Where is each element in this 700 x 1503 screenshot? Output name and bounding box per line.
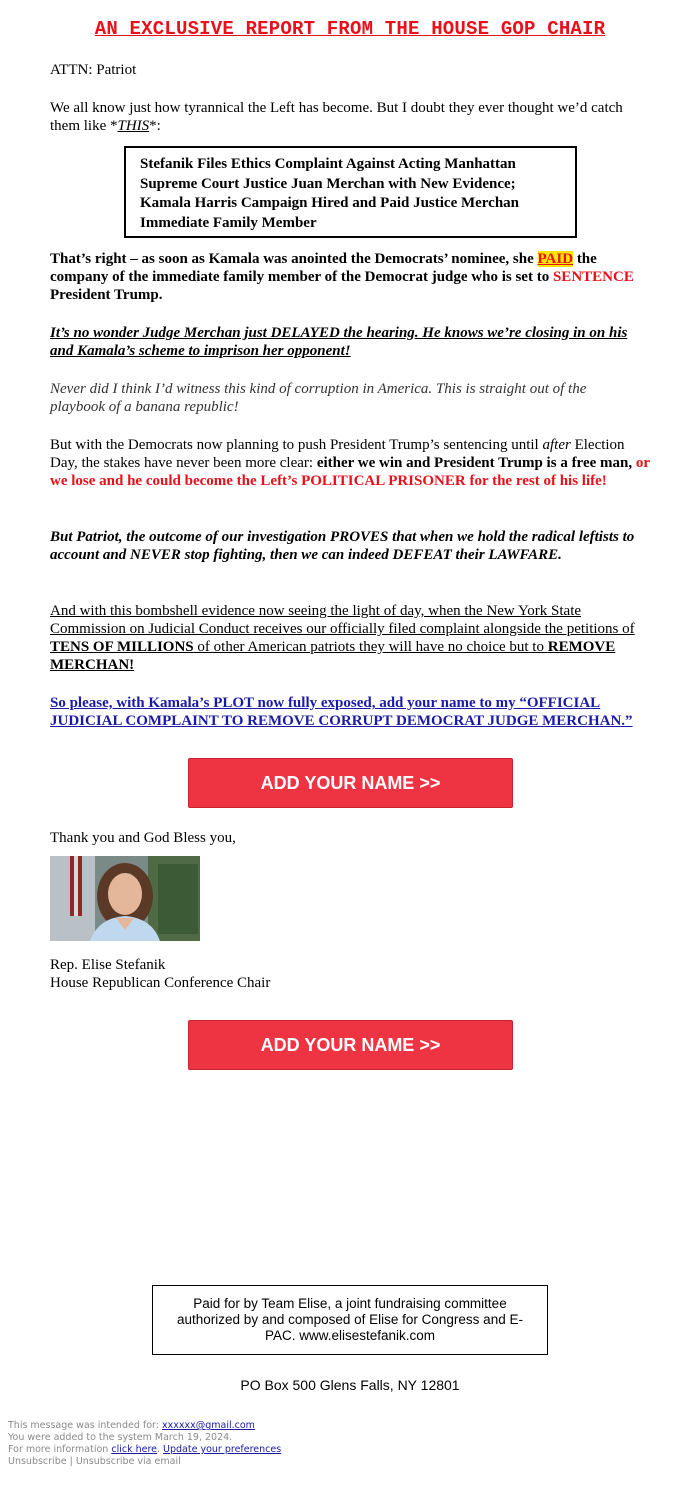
unsubscribe-separator: |	[66, 1456, 76, 1467]
para6-b: of other American patriots they will have no choice but to	[193, 639, 548, 655]
recipient-email-link[interactable]: xxxxxx@gmail.com	[162, 1420, 255, 1431]
para4-b: Election Day, the stakes have never been more clear:	[50, 437, 625, 471]
paragraph-bombshell	[50, 602, 650, 674]
unsubscribe-email-link[interactable]: Unsubscribe via email	[75, 1456, 181, 1467]
unsubscribe-line	[8, 1456, 281, 1468]
mailing-address: PO Box 500 Glens Falls, NY 12801	[240, 1377, 460, 1393]
paragraph-stakes	[50, 436, 650, 490]
more-info-label: For more information	[8, 1444, 112, 1455]
more-info-line	[8, 1444, 281, 1456]
intro-emph-word: THIS	[117, 118, 150, 134]
greeting: ATTN: Patriot	[50, 62, 137, 78]
official-complaint-link[interactable]: So please, with Kamala’s PLOT now fully exposed, add your name to my “OFFICIAL JUDICIAL COMPLAINT TO REMOVE CORRUPT DEMOCRAT JUDGE MERCHAN.”	[50, 695, 633, 729]
report-header: AN EXCLUSIVE REPORT FROM THE HOUSE GOP CHAIR	[94, 18, 606, 40]
email-footer	[8, 1420, 281, 1468]
para4-after: after	[542, 437, 571, 453]
intended-label: This message was intended for:	[8, 1420, 162, 1431]
unsubscribe-link[interactable]: Unsubscribe	[8, 1456, 67, 1467]
intro-text: We all know just how tyrannical the Left has become. But I doubt they ever thought we’d catch them like	[50, 100, 623, 134]
para1-c: President Trump.	[50, 287, 163, 303]
intended-line	[8, 1420, 281, 1432]
add-your-name-button[interactable]: ADD YOUR NAME >>	[188, 758, 513, 808]
tens-of-millions: TENS OF MILLIONS	[50, 639, 194, 655]
paid-highlight: PAID	[537, 251, 574, 267]
paragraph-investigation: But Patriot, the outcome of our investigation PROVES that when we hold the radical leftists to account and NEVER stop fighting, then we can indeed DEFEAT their LAWFARE.	[50, 529, 635, 563]
intro-paragraph	[50, 99, 640, 135]
para4-a: But with the Democrats now planning to push President Trump’s sentencing until	[50, 437, 543, 453]
added-line: You were added to the system March 19, 2024.	[8, 1432, 233, 1443]
paragraph-delayed: It’s no wonder Judge Merchan just DELAYED the hearing. He knows we’re closing in on his and Kamala’s scheme to imprison her opponent!	[50, 325, 628, 359]
para6-a: And with this bombshell evidence now seeing the light of day, when the New York State Commission on Judicial Conduct receives our officially filed complaint alongside the petitions of	[50, 603, 635, 637]
update-preferences-link[interactable]: Update your preferences	[163, 1444, 282, 1455]
remove-merchan: REMOVE MERCHAN!	[50, 639, 616, 673]
sentence-word: SENTENCE	[552, 269, 634, 285]
political-prisoner-text: or we lose and he could become the Left’s POLITICAL PRISONER for the rest of his life!	[50, 455, 650, 489]
portrait-photo	[50, 856, 200, 941]
signature-role: House Republican Conference Chair	[50, 975, 271, 991]
period-separator: .	[157, 1444, 164, 1455]
para1-a: That’s right – as soon as Kamala was anointed the Democrats’ nominee, she	[50, 251, 538, 267]
paragraph-paid	[50, 250, 650, 304]
signoff: Thank you and God Bless you,	[50, 830, 236, 846]
paid-for-disclaimer: Paid for by Team Elise, a joint fundraising committee authorized by and composed of Elise for Congress and E-PAC. www.elisestefanik.com	[152, 1285, 548, 1355]
intro-emph-post: *:	[149, 118, 161, 134]
para1-b: the company of the immediate family member of the Democrat judge who is set to	[50, 251, 597, 285]
click-here-link[interactable]: click here	[111, 1444, 157, 1455]
paragraph-corruption: Never did I think I’d witness this kind of corruption in America. This is straight out of the playbook of a banana republic!	[50, 381, 587, 415]
cta-paragraph	[50, 694, 650, 730]
add-your-name-button-secondary[interactable]: ADD YOUR NAME >>	[188, 1020, 513, 1070]
portrait-image	[50, 856, 200, 941]
headline-quote-box: Stefanik Files Ethics Complaint Against Acting Manhattan Supreme Court Justice Juan Merchan with New Evidence; Kamala Harris Campaign Hired and Paid Justice Merchan Immediate Family Member	[124, 146, 577, 238]
intro-emph-pre: *	[110, 118, 118, 134]
para4-bold: either we win and President Trump is a free man,	[316, 455, 633, 471]
signature-name: Rep. Elise Stefanik	[50, 957, 166, 973]
